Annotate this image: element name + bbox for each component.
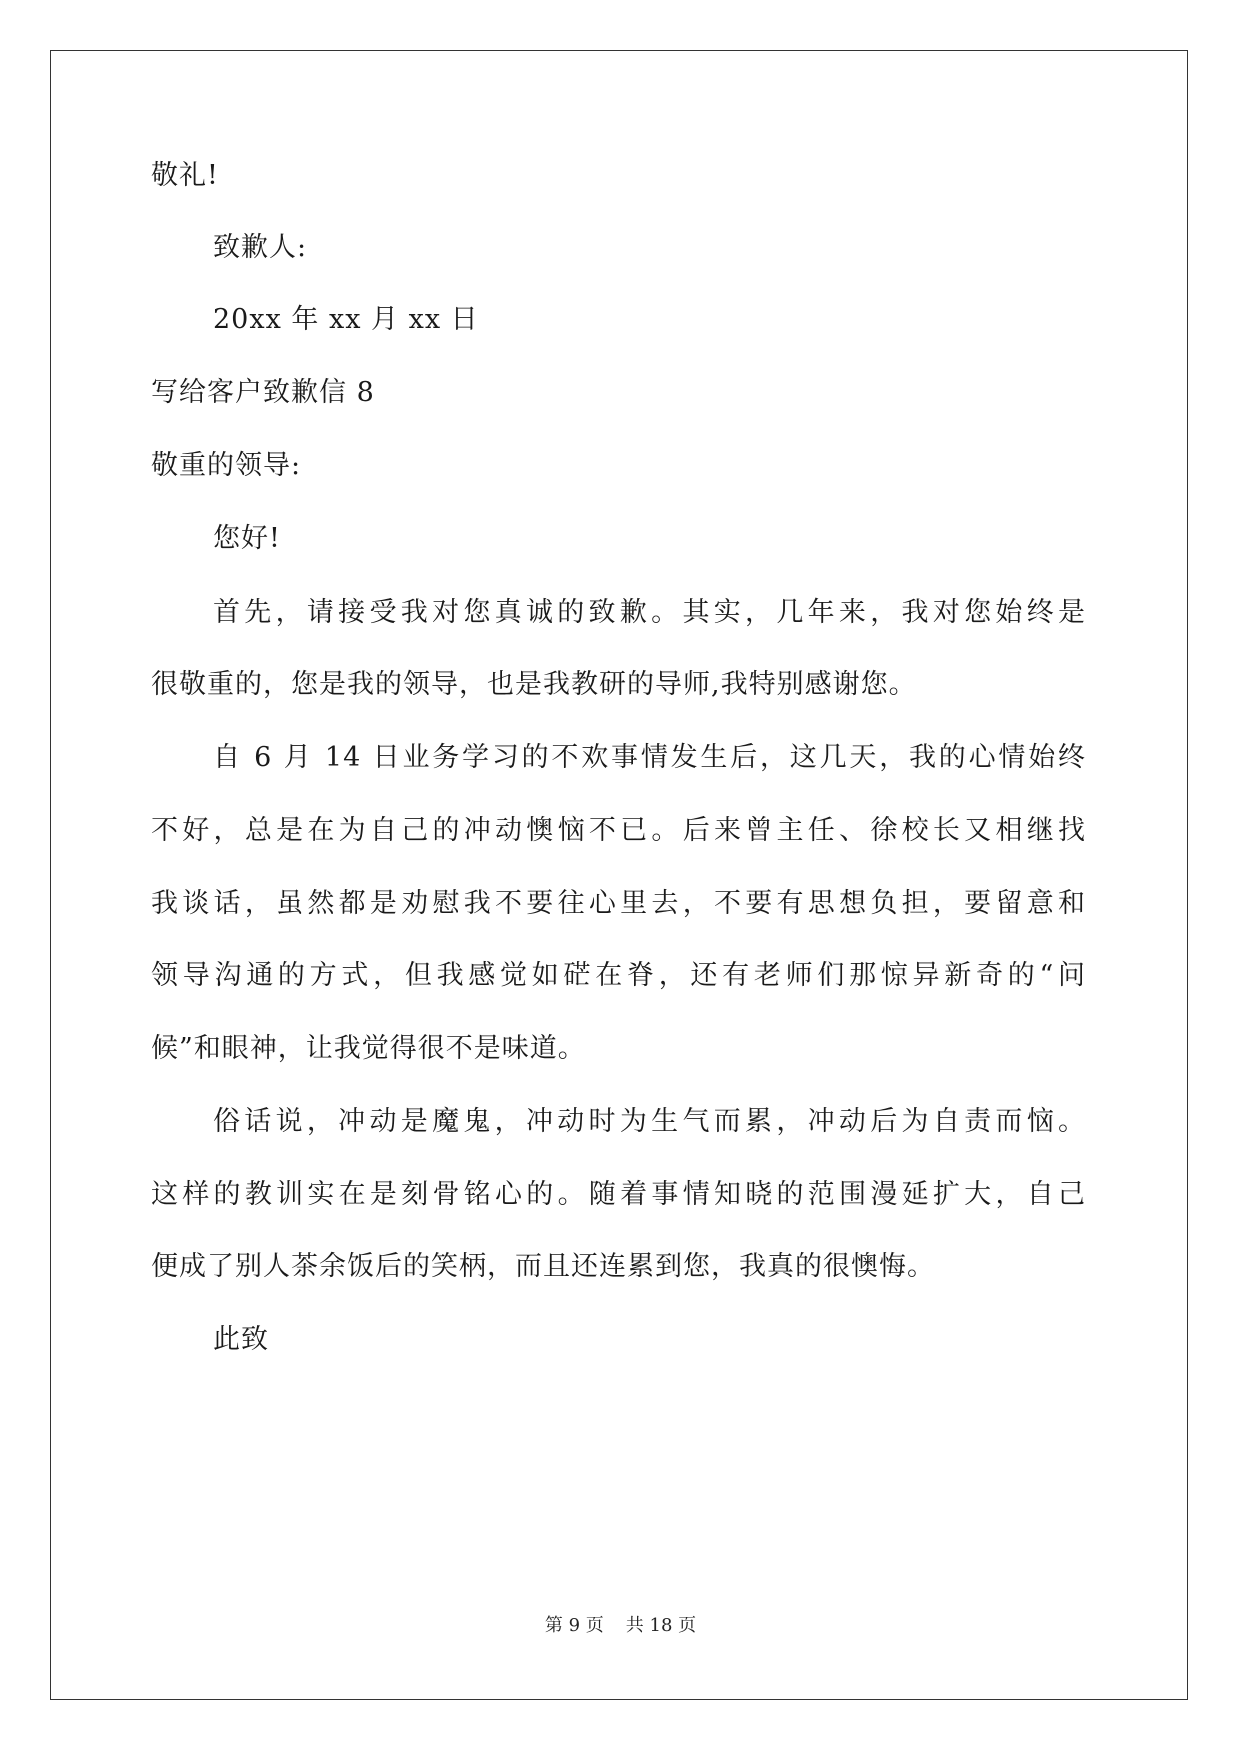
paragraph-1-line-1: 首先，请接受我对您真诚的致歉。其实，几年来，我对您始终是 (213, 597, 1086, 628)
paragraph-3-line-2: 这样的教训实在是刻骨铭心的。随着事情知晓的范围漫延扩大，自己 (151, 1179, 1086, 1210)
page-border (50, 50, 1188, 1700)
total-pages-number: 共 18 页 (625, 1615, 697, 1636)
paragraph-2-line-3: 我谈话，虽然都是劝慰我不要往心里去，不要有思想负担，要留意和 (151, 888, 1086, 919)
paragraph-1-line-2: 很敬重的，您是我的领导，也是我教研的导师,我特别感谢您。 (151, 669, 917, 700)
paragraph-2-line-4: 领导沟通的方式，但我感觉如硭在脊，还有老师们那惊异新奇的“问 (151, 960, 1086, 991)
section-title: 写给客户致歉信 8 (151, 377, 375, 408)
salutation: 敬重的领导: (151, 450, 302, 481)
paragraph-3-line-1: 俗话说，冲动是魔鬼，冲动时为生气而累，冲动后为自责而恼。 (213, 1106, 1086, 1137)
signature-date: 20xx 年 xx 月 xx 日 (213, 304, 479, 335)
closing-phrase: 此致 (213, 1324, 269, 1355)
greeting: 您好! (213, 523, 281, 554)
paragraph-3-line-3: 便成了别人茶余饭后的笑柄，而且还连累到您，我真的很懊悔。 (151, 1251, 935, 1282)
closing-salute: 敬礼! (151, 160, 219, 191)
paragraph-2-line-2: 不好，总是在为自己的冲动懊恼不已。后来曾主任、徐校长又相继找 (151, 815, 1086, 846)
paragraph-2-line-5: 候”和眼神，让我觉得很不是味道。 (151, 1033, 586, 1064)
signature-label: 致歉人: (213, 232, 308, 263)
paragraph-2-line-1: 自 6 月 14 日业务学习的不欢事情发生后，这几天，我的心情始终 (213, 742, 1086, 773)
page-footer (0, 1614, 1241, 1638)
current-page-number: 第 9 页 (544, 1615, 604, 1636)
